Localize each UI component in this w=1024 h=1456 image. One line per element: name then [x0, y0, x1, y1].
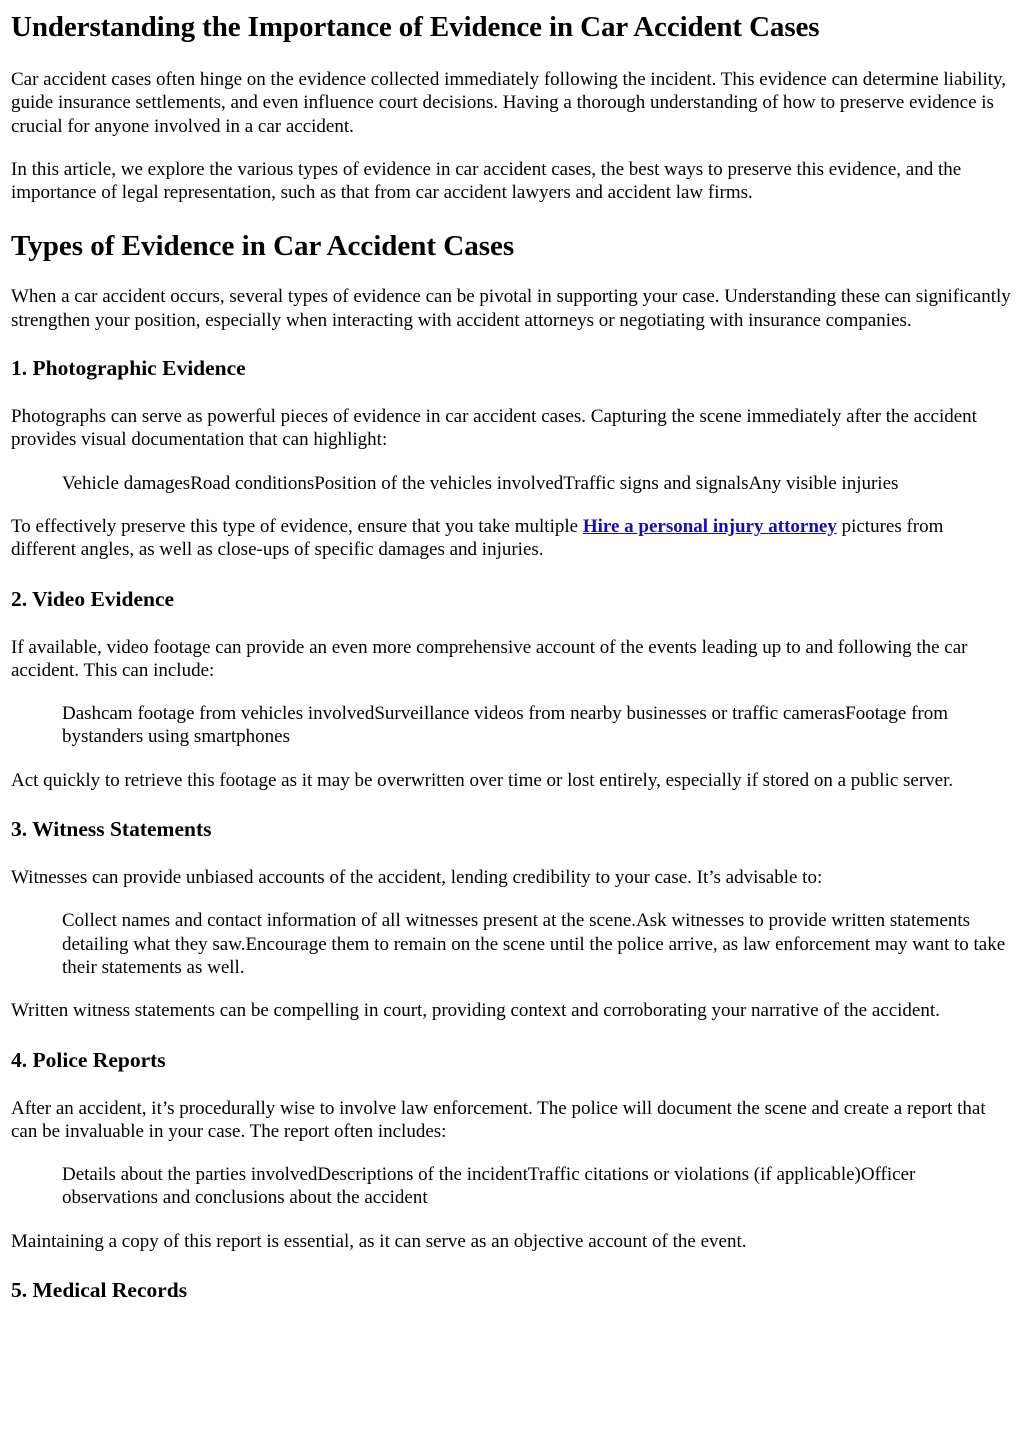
intro-paragraph-2: In this article, we explore the various types of evidence in car accident cases, the best ways to preserve this evidence, and the importance of legal representation, such as that from car accident lawyers and accident law firms.	[11, 158, 962, 204]
police-reports-heading: 4. Police Reports	[11, 1047, 166, 1072]
page-title: Understanding the Importance of Evidence in Car Accident Cases	[11, 11, 820, 43]
advice-text-before-link: To effectively preserve this type of evidence, ensure that you take multiple	[11, 515, 583, 537]
photographic-evidence-intro: Photographs can serve as powerful pieces of evidence in car accident cases. Capturing the scene immediately after the accident provides visual documentation that can highlight:	[11, 406, 977, 451]
witness-statements-list: Collect names and contact information of all witnesses present at the scene.Ask witnesses to provide written statements detailing what they saw.Encourage them to remain on the scene until the police arrive, as law enforcement may want to take their statements as well.	[62, 910, 1006, 978]
video-evidence-list: Dashcam footage from vehicles involvedSurveillance videos from nearby businesses or traffic camerasFootage from bystanders using smartphones	[62, 703, 949, 748]
types-intro-paragraph: When a car accident occurs, several types of evidence can be pivotal in supporting your case. Understanding these can significantly strengthen your position, especially when interacting with accident attorneys or negotiating with insurance companies.	[11, 286, 1011, 331]
article	[0, 10, 1024, 1303]
police-reports-list: Details about the parties involvedDescriptions of the incidentTraffic citations or violations (if applicable)Officer observations and conclusions about the accident	[62, 1164, 916, 1209]
types-heading: Types of Evidence in Car Accident Cases	[11, 230, 515, 263]
photographic-evidence-advice	[11, 515, 1013, 562]
video-evidence-advice: Act quickly to retrieve this footage as it may be overwritten over time or lost entirely, especially if stored on a public server.	[11, 769, 954, 791]
witness-statements-conclusion: Written witness statements can be compelling in court, providing context and corroborating your narrative of the accident.	[11, 1000, 940, 1022]
photographic-evidence-heading: 1. Photographic Evidence	[11, 356, 246, 381]
witness-statements-heading: 3. Witness Statements	[11, 817, 212, 842]
photographic-evidence-list: Vehicle damagesRoad conditionsPosition of the vehicles involvedTraffic signs and signalsAny visible injuries	[62, 472, 899, 494]
video-evidence-heading: 2. Video Evidence	[11, 586, 175, 611]
advice-text-after-link: pictures from different angles, as well as close-ups of specific damages and injuries.	[11, 515, 944, 561]
witness-statements-intro: Witnesses can provide unbiased accounts of the accident, lending credibility to your case. It’s advisable to:	[11, 867, 823, 889]
police-reports-conclusion: Maintaining a copy of this report is essential, as it can serve as an objective account of the event.	[11, 1230, 747, 1252]
police-reports-intro: After an accident, it’s procedurally wise to involve law enforcement. The police will document the scene and create a report that can be invaluable in your case. The report often includes:	[11, 1097, 986, 1142]
hire-attorney-link[interactable]: Hire a personal injury attorney	[582, 515, 837, 537]
video-evidence-intro: If available, video footage can provide an even more comprehensive account of the events leading up to and following the car accident. This can include:	[11, 636, 968, 681]
intro-paragraph-1: Car accident cases often hinge on the evidence collected immediately following the incident. This evidence can determine liability, guide insurance settlements, and even influence court decisions. Having a thorough understanding of how to preserve evidence is crucial for anyone involved in a car accident.	[11, 69, 1007, 137]
medical-records-heading: 5. Medical Records	[11, 1278, 188, 1303]
